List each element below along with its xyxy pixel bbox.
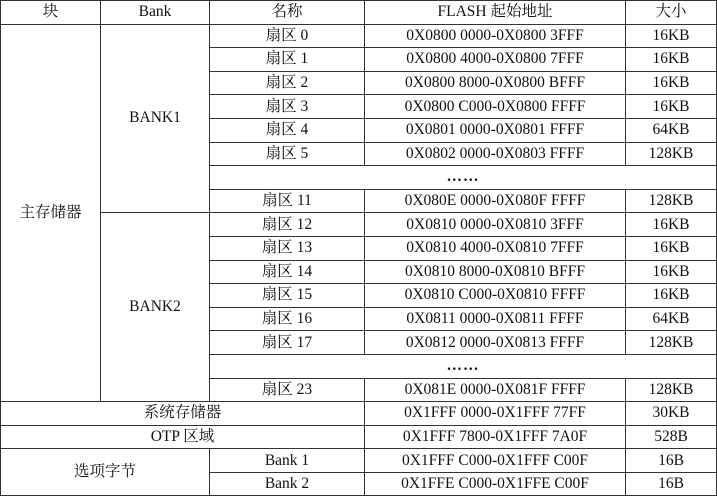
sector-address: 0X081E 0000-0X081F FFFF [365,378,626,402]
bank1-label: BANK1 [101,24,210,213]
sector-name: 扇区 11 [210,189,365,213]
sector-address: 0X0812 0000-0X0813 FFFF [365,331,626,355]
sector-name: 扇区 2 [210,71,365,95]
sector-size: 128KB [626,331,717,355]
sector-size: 16KB [626,71,717,95]
option-bank-name: Bank 2 [210,472,365,496]
header-row [1,1,717,25]
sector-size: 16KB [626,213,717,237]
sector-address: 0X0811 0000-0X0811 FFFF [365,307,626,331]
option-bytes-label: 选项字节 [1,449,210,496]
sector-name: 扇区 15 [210,284,365,308]
sector-name: 扇区 4 [210,118,365,142]
sector-size: 16KB [626,236,717,260]
system-memory-size: 30KB [626,402,717,426]
table-row [1,402,717,426]
sector-size: 16KB [626,284,717,308]
sector-address: 0X0810 C000-0X0810 FFFF [365,284,626,308]
sector-name: 扇区 23 [210,378,365,402]
sector-size: 16KB [626,48,717,72]
sector-name: 扇区 12 [210,213,365,237]
sector-size: 64KB [626,118,717,142]
sector-name: 扇区 17 [210,331,365,355]
sector-size: 16KB [626,95,717,119]
sector-address: 0X0800 0000-0X0800 3FFF [365,24,626,48]
sector-name: 扇区 3 [210,95,365,119]
ellipsis: …… [210,354,717,378]
sector-size: 128KB [626,142,717,166]
sector-address: 0X0810 0000-0X0810 3FFF [365,213,626,237]
sector-address: 0X0800 8000-0X0800 BFFF [365,71,626,95]
sector-name: 扇区 13 [210,236,365,260]
sector-name: 扇区 5 [210,142,365,166]
option-bank-size: 16B [626,472,717,496]
sector-address: 0X0800 C000-0X0800 FFFF [365,95,626,119]
header-size: 大小 [626,1,717,25]
sector-size: 128KB [626,189,717,213]
ellipsis: …… [210,166,717,190]
sector-address: 0X0810 4000-0X0810 7FFF [365,236,626,260]
sector-address: 0X0801 0000-0X0801 FFFF [365,118,626,142]
main-memory-label: 主存储器 [1,24,101,402]
sector-address: 0X0802 0000-0X0803 FFFF [365,142,626,166]
bank2-label: BANK2 [101,213,210,402]
sector-size: 128KB [626,378,717,402]
sector-name: 扇区 0 [210,24,365,48]
option-bank-size: 16B [626,449,717,473]
sector-address: 0X0810 8000-0X0810 BFFF [365,260,626,284]
table-row [1,213,717,237]
header-name: 名称 [210,1,365,25]
sector-name: 扇区 14 [210,260,365,284]
sector-size: 64KB [626,307,717,331]
table-row [1,425,717,449]
header-block: 块 [1,1,101,25]
system-memory-label: 系统存储器 [1,402,365,426]
system-memory-address: 0X1FFF 0000-0X1FFF 77FF [365,402,626,426]
table-row [1,24,717,48]
option-bank-address: 0X1FFE C000-0X1FFE C00F [365,472,626,496]
otp-label: OTP 区域 [1,425,365,449]
sector-name: 扇区 1 [210,48,365,72]
sector-address: 0X080E 0000-0X080F FFFF [365,189,626,213]
header-address: FLASH 起始地址 [365,1,626,25]
sector-name: 扇区 16 [210,307,365,331]
header-bank: Bank [101,1,210,25]
sector-address: 0X0800 4000-0X0800 7FFF [365,48,626,72]
table-row [1,449,717,473]
sector-size: 16KB [626,24,717,48]
otp-size: 528B [626,425,717,449]
sector-size: 16KB [626,260,717,284]
option-bank-address: 0X1FFF C000-0X1FFF C00F [365,449,626,473]
otp-address: 0X1FFF 7800-0X1FFF 7A0F [365,425,626,449]
option-bank-name: Bank 1 [210,449,365,473]
